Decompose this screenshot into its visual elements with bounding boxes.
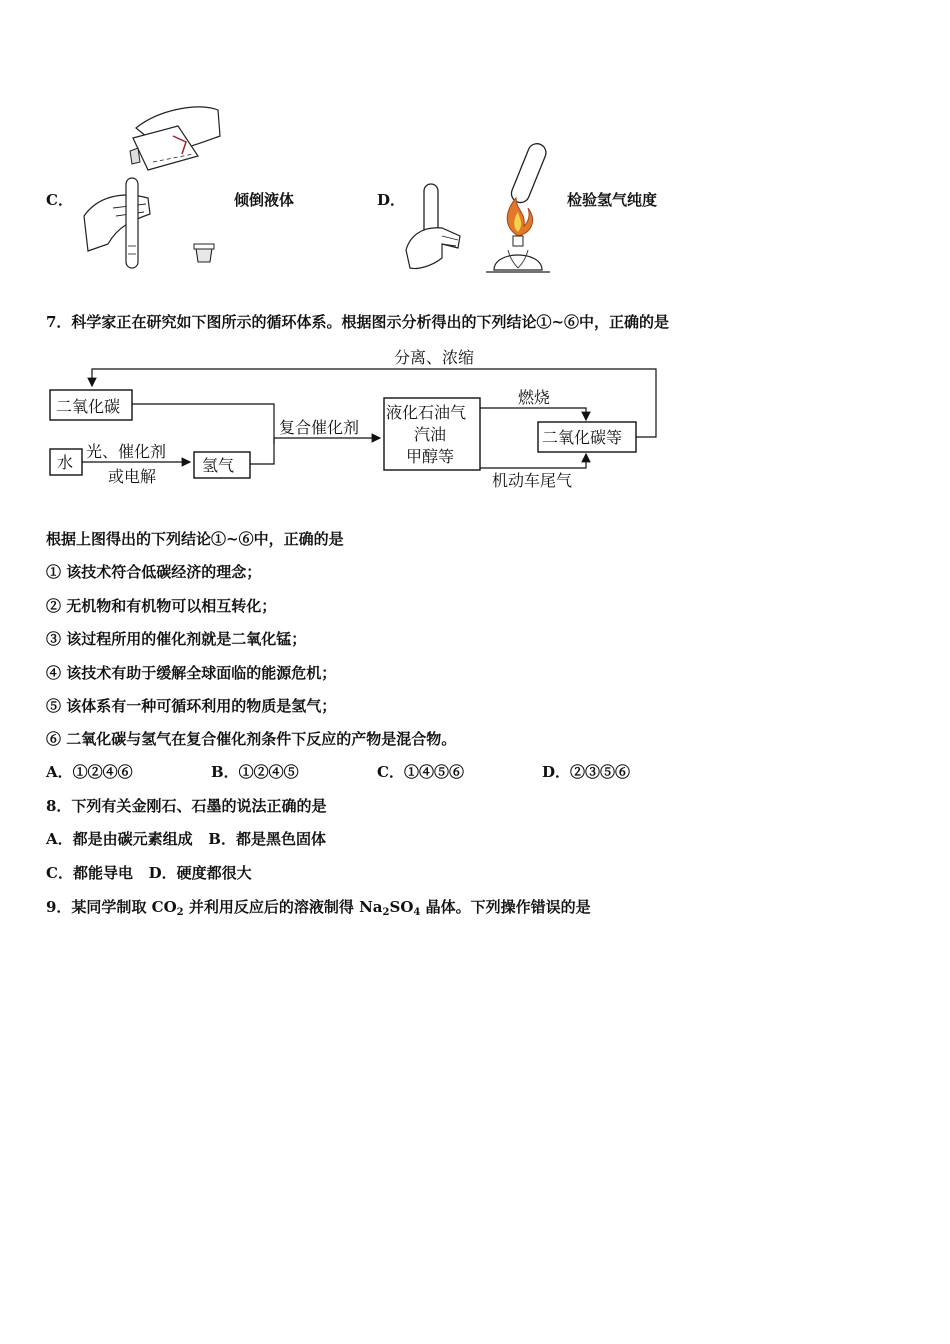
q9-sub-1: 2 xyxy=(176,907,184,918)
combustion-label: 燃烧 xyxy=(518,388,551,407)
q8-options-row-1[interactable]: A．都是由碳元素组成 B．都是黑色固体 xyxy=(46,830,326,848)
statement-4: ④ 该技术有助于缓解全球面临的能源危机； xyxy=(46,664,337,682)
option-d-figure xyxy=(402,140,552,280)
products-line-3: 甲醇等 xyxy=(406,447,455,466)
products-line-2: 汽油 xyxy=(414,425,447,444)
water-box-label: 水 xyxy=(57,453,74,472)
q9-sub-2: 2 xyxy=(382,907,390,918)
question-8-stem: 8．下列有关金刚石、石墨的说法正确的是 xyxy=(46,797,327,815)
statement-6: ⑥ 二氧化碳与氢气在复合催化剂条件下反应的产物是混合物。 xyxy=(46,730,457,748)
hydrogen-purity-test-illustration xyxy=(402,140,552,280)
q9-text-2: 并利用反应后的溶液制得 Na xyxy=(183,898,383,916)
hydrogen-box-label: 氢气 xyxy=(202,456,235,475)
statement-2: ② 无机物和有机物可以相互转化； xyxy=(46,597,277,615)
q8-options-row-2[interactable]: C．都能导电 D．硬度都很大 xyxy=(46,864,252,882)
question-7-lead: 根据上图得出的下列结论①~⑥中，正确的是 xyxy=(46,530,344,548)
statement-1: ① 该技术符合低碳经济的理念； xyxy=(46,563,262,581)
option-d-label: D． xyxy=(377,191,406,209)
q7-option-a[interactable]: A．①②④⑥ xyxy=(46,763,133,781)
light-catalyst-label: 光、催化剂 xyxy=(86,442,167,461)
option-c-figure xyxy=(78,96,228,276)
question-7-stem: 7．科学家正在研究如下图所示的循环体系。根据图示分析得出的下列结论①~⑥中，正确的是 xyxy=(46,313,670,331)
composite-catalyst-label: 复合催化剂 xyxy=(279,418,360,437)
q9-text-4: 晶体。下列操作错误的是 xyxy=(420,898,591,916)
q7-option-b[interactable]: B．①②④⑤ xyxy=(211,763,299,781)
co2-etc-box-label: 二氧化碳等 xyxy=(542,428,623,447)
separate-concentrate-label: 分离、浓缩 xyxy=(394,348,475,367)
option-c-caption: 倾倒液体 xyxy=(234,191,295,209)
option-c-label: C． xyxy=(46,191,73,209)
products-line-1: 液化石油气 xyxy=(386,403,467,422)
option-d-caption: 检验氢气纯度 xyxy=(567,191,658,209)
statement-5: ⑤ 该体系有一种可循环利用的物质是氢气； xyxy=(46,697,337,715)
statement-3: ③ 该过程所用的催化剂就是二氧化锰； xyxy=(46,630,307,648)
q7-option-d[interactable]: D．②③⑤⑥ xyxy=(542,763,631,781)
q7-option-c[interactable]: C．①④⑤⑥ xyxy=(377,763,464,781)
carbon-cycle-diagram xyxy=(40,342,670,502)
pouring-liquid-illustration xyxy=(78,96,228,276)
q9-sub-3: 4 xyxy=(413,907,421,918)
co2-box-label: 二氧化碳 xyxy=(56,397,121,416)
electrolysis-label: 或电解 xyxy=(108,467,157,486)
exhaust-label: 机动车尾气 xyxy=(492,471,573,490)
question-9-stem xyxy=(46,897,591,917)
q9-text-3: SO xyxy=(389,898,414,916)
q9-text-1: 9．某同学制取 CO xyxy=(46,898,177,916)
